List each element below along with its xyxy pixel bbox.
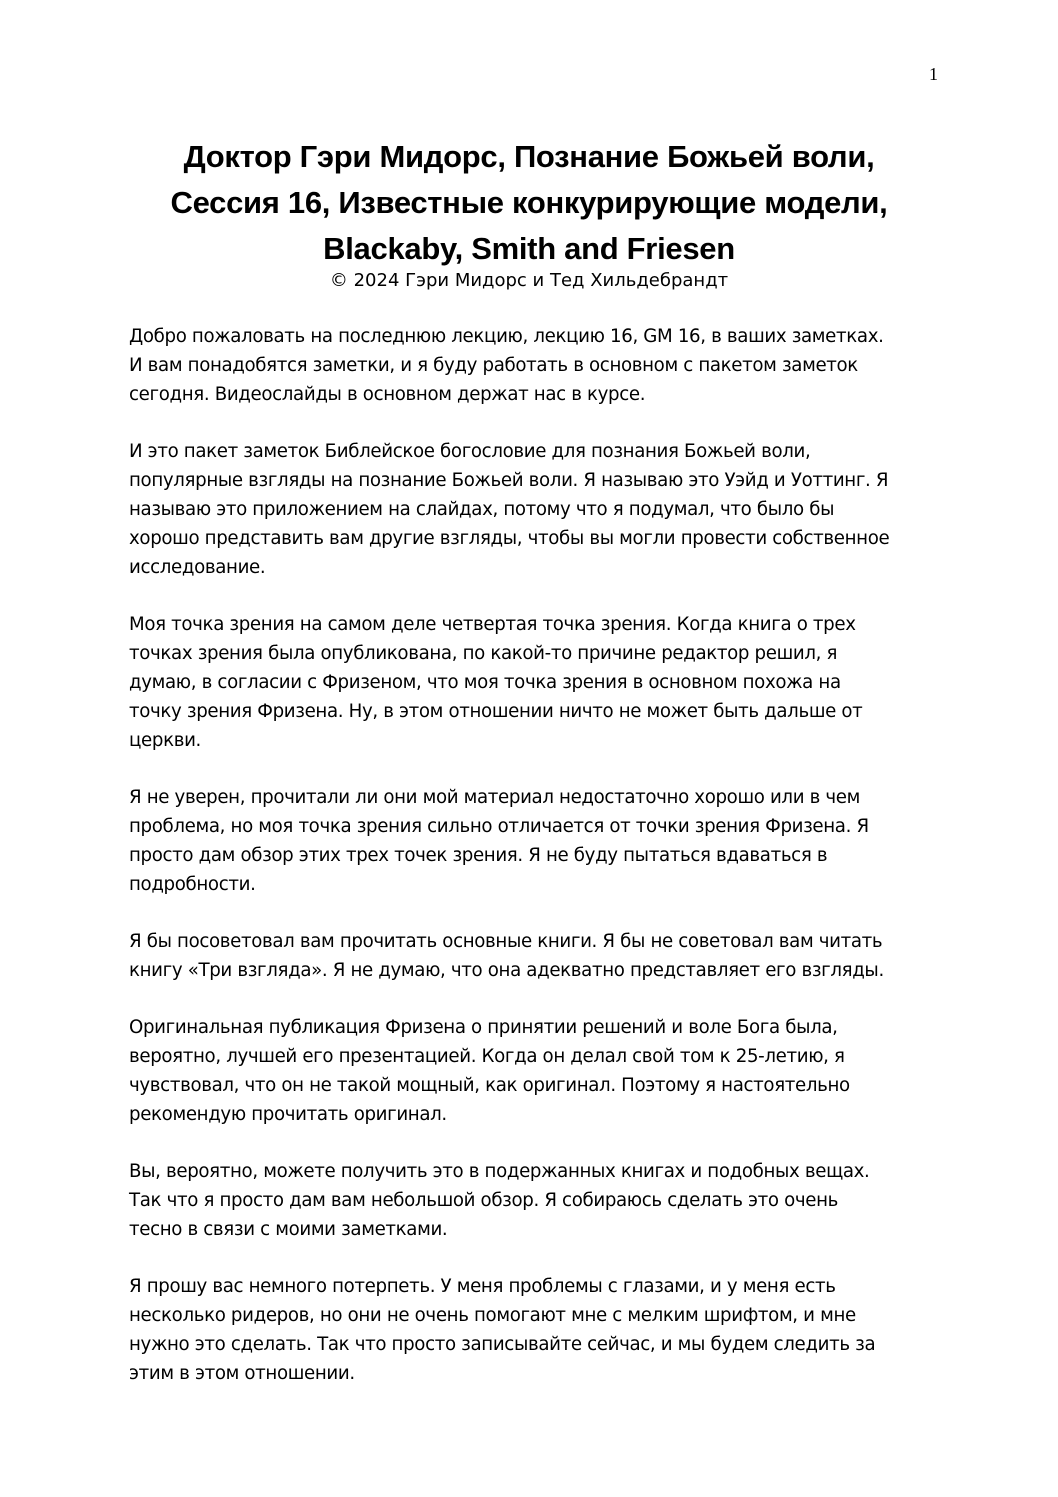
paragraph-line: Вы, вероятно, можете получить это в подержанных книгах и подобных вещах.	[129, 1161, 870, 1182]
page-number: 1	[929, 64, 938, 84]
document-title-line-3: Blackaby, Smith and Friesen	[323, 231, 735, 266]
paragraph-line: Оригинальная публикация Фризена о принятии решений и воле Бога была,	[129, 1017, 838, 1038]
paragraph-line: популярные взгляды на познание Божьей воли. Я называю это Уэйд и Уоттинг. Я	[129, 470, 889, 491]
paragraph-line: подробности.	[129, 874, 256, 895]
paragraph-line: Я бы посоветовал вам прочитать основные книги. Я бы не советовал вам читать	[129, 931, 883, 952]
paragraph-line: называю это приложением на слайдах, потому что я подумал, что было бы	[129, 499, 835, 520]
paragraph-line: несколько ридеров, но они не очень помогают мне с мелким шрифтом, и мне	[129, 1305, 856, 1326]
paragraph-line: церкви.	[129, 730, 201, 751]
document-title-line-1: Доктор Гэри Мидорс, Познание Божьей воли,	[183, 139, 875, 174]
paragraph-line: исследование.	[129, 557, 266, 578]
paragraph-line: рекомендую прочитать оригинал.	[129, 1104, 447, 1125]
paragraph	[129, 322, 949, 409]
paragraph	[129, 610, 949, 755]
title-block	[80, 134, 978, 294]
paragraph-line: точках зрения была опубликована, по какой-то причине редактор решил, я	[129, 643, 838, 664]
paragraph	[129, 1013, 949, 1129]
paragraph-line: хорошо представить вам другие взгляды, чтобы вы могли провести собственное	[129, 528, 890, 549]
paragraph-line: вероятно, лучшей его презентацией. Когда он делал свой том к 25-летию, я	[129, 1046, 845, 1067]
paragraph-line: проблема, но моя точка зрения сильно отличается от точки зрения Фризена. Я	[129, 816, 869, 837]
paragraph-line: думаю, в согласии с Фризеном, что моя точка зрения в основном похожа на	[129, 672, 841, 693]
paragraph-line: просто дам обзор этих трех точек зрения. Я не буду пытаться вдаваться в	[129, 845, 828, 866]
document-title-line-2: Сессия 16, Известные конкурирующие модели,	[170, 185, 888, 220]
paragraph-line: И это пакет заметок Библейское богословие для познания Божьей воли,	[129, 441, 811, 462]
paragraph-line: И вам понадобятся заметки, и я буду работать в основном с пакетом заметок	[129, 355, 858, 376]
paragraph-line: нужно это сделать. Так что просто записывайте сейчас, и мы будем следить за	[129, 1334, 876, 1355]
paragraph-line: сегодня. Видеослайды в основном держат нас в курсе.	[129, 384, 646, 405]
paragraph	[129, 783, 949, 899]
paragraph	[129, 1157, 949, 1244]
paragraph-line: Моя точка зрения на самом деле четвертая точка зрения. Когда книга о трех	[129, 614, 856, 635]
copyright-notice: © 2024 Гэри Мидорс и Тед Хильдебрандт	[329, 270, 729, 291]
paragraph-line: Я прошу вас немного потерпеть. У меня проблемы с глазами, и у меня есть	[129, 1276, 836, 1297]
paragraph-line: тесно в связи с моими заметками.	[129, 1219, 448, 1240]
paragraph-line: точку зрения Фризена. Ну, в этом отношении ничто не может быть дальше от	[129, 701, 863, 722]
paragraph-line: Так что я просто дам вам небольшой обзор. Я собираюсь сделать это очень	[129, 1190, 839, 1211]
paragraph-line: Добро пожаловать на последнюю лекцию, лекцию 16, GM 16, в ваших заметках.	[129, 326, 884, 347]
paragraph-line: Я не уверен, прочитали ли они мой материал недостаточно хорошо или в чем	[129, 787, 861, 808]
paragraph	[129, 1272, 949, 1388]
paragraph-line: этим в этом отношении.	[129, 1363, 355, 1384]
paragraph-line: чувствовал, что он не такой мощный, как оригинал. Поэтому я настоятельно	[129, 1075, 850, 1096]
paragraph	[129, 927, 949, 985]
body-text	[129, 322, 949, 1416]
paragraph-line: книгу «Три взгляда». Я не думаю, что она адекватно представляет его взгляды.	[129, 960, 884, 981]
paragraph	[129, 437, 949, 582]
